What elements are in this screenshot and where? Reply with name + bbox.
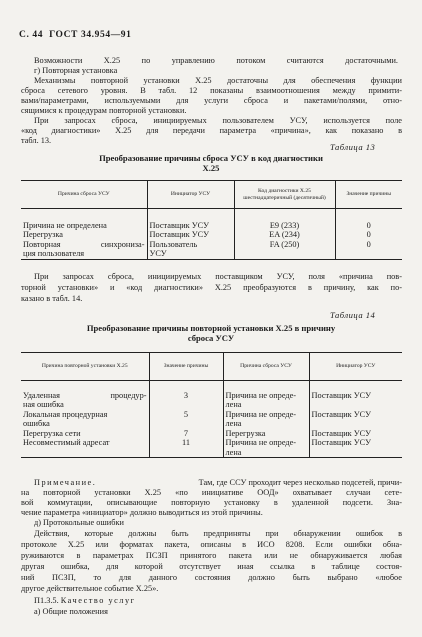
- table-cell: Причина не определена: [23, 220, 107, 230]
- table-row: [21, 391, 402, 410]
- table-title: Преобразование причины сброса УСУ в код диагностики: [99, 153, 323, 163]
- table-cell: FA (250): [234, 240, 335, 250]
- note-label: Примечание.: [34, 478, 97, 487]
- text-line: сящимися к процедурам повторной установки.: [21, 106, 187, 115]
- section-heading: [34, 596, 136, 606]
- column-header: Инициатор УСУ: [309, 353, 402, 381]
- table-cell: Поставщик УСУ: [147, 221, 234, 231]
- table-cell: Поставщик УСУ: [309, 391, 402, 410]
- table-cell: ция пользователя: [21, 249, 147, 259]
- table-cell: EA (234): [234, 230, 335, 240]
- table-caption: Таблица 13: [330, 142, 376, 152]
- table-cell: [234, 249, 335, 259]
- table-cell: Пользователь: [147, 240, 234, 250]
- column-header: Значение причины: [335, 181, 402, 209]
- table-cell: Причина не опреде- лена: [223, 391, 309, 410]
- text-line: «код диагностики» X.25 для передачи параметра «причина», как показано в: [21, 126, 402, 135]
- table-cell: Локальная процедурная ошибка: [23, 409, 108, 428]
- table-cell: УСУ: [147, 249, 234, 259]
- table-cell: Перегрузка: [23, 230, 63, 239]
- table-cell: 0: [335, 221, 402, 231]
- text-line: чение параметра «инициатор» должно выводиться из этой причины.: [21, 508, 263, 517]
- text-line: вами/параметрами, используемыми для услуги сброса и пакетами/полями, отно-: [21, 96, 402, 105]
- table-title: X.25: [202, 163, 220, 173]
- table-cell: Причина не опреде- лена: [223, 410, 309, 429]
- table-caption: Таблица 14: [330, 310, 376, 320]
- table-row: [21, 221, 402, 231]
- column-header: Инициатор УСУ: [147, 181, 234, 209]
- table-cell: Поставщик УСУ: [147, 230, 234, 240]
- column-header: Причина сброса УСУ: [21, 181, 147, 209]
- table-cell: Несовместимый адресат: [21, 438, 149, 458]
- table-cell: Поставщик УСУ: [309, 438, 402, 458]
- diagnostic-code-table: [21, 180, 402, 260]
- section-title: Качество услуг: [60, 596, 136, 605]
- section-number: П1.3.5.: [34, 596, 59, 605]
- table-cell: Поставщик УСУ: [309, 410, 402, 429]
- text-line: другое действительное событие X.25».: [21, 584, 159, 593]
- text-line: вой коммутации, описывающие повторную установку в удаленной подсети. Зна-: [21, 498, 402, 507]
- table-cell: Удаленная процедур- ная ошибка: [23, 390, 147, 409]
- text-line: другая ошибка, для которой отсутствует иная ссылка в таблице состоя-: [21, 562, 402, 571]
- table-cell: Перегрузка сети: [23, 428, 81, 438]
- note-text: Там, где ССУ проходит через несколько подсетей, причи-: [198, 478, 402, 487]
- text-line: руживаются в параметрах ПСЗП принятого пакета или не обнаруживается любая: [21, 551, 402, 560]
- table-cell: [335, 249, 402, 259]
- table-cell: Перегрузка: [223, 429, 309, 439]
- text-line: При запросах сброса, инициируемых пользователем УСУ, используется поле: [34, 116, 402, 125]
- page-header: [19, 30, 132, 40]
- table-row: [21, 249, 402, 259]
- table-cell: 3: [149, 391, 223, 410]
- table-cell: 0: [335, 240, 402, 250]
- text-line: торной установки» и «код диагностики» X.25 преобразуются в причину, как по-: [21, 283, 402, 292]
- page-number: С. 44: [19, 30, 44, 40]
- table-row: [21, 429, 402, 439]
- text-line: ний ПСЗП, то для данного состояния должно быть выбрано «любое: [21, 573, 402, 582]
- subsection-heading: а) Общие положения: [34, 607, 108, 616]
- column-header: Код диагностики X.25 шестнадцатеричный (десятичный): [234, 181, 335, 209]
- column-header: Причина сброса УСУ: [223, 353, 309, 381]
- table-cell: Причина не опреде- лена: [223, 438, 309, 458]
- table-cell: Поставщик УСУ: [309, 429, 402, 439]
- table-cell: 11: [149, 438, 223, 458]
- text-line: казано в табл. 14.: [21, 294, 83, 303]
- column-header: Значение причины: [149, 353, 223, 381]
- table-title: сброса УСУ: [187, 333, 235, 343]
- table-row: [21, 438, 402, 458]
- table-cell: 0: [335, 230, 402, 240]
- text-line: протоколе X.25 или форматах пакета, описаны в ИСО 8208. Если ошибки обна-: [21, 540, 402, 549]
- text-line: на повторной установки X.25 «по инициативе ООД» охватывает случаи сете-: [21, 488, 402, 497]
- note-line: [34, 478, 402, 488]
- table-row: [21, 230, 402, 240]
- text-line: сброса сетевого уровня. В табл. 12 показаны взаимоотношения между примити-: [21, 86, 402, 95]
- text-line: Механизмы повторной установки X.25 достаточны для обеспечения функции: [34, 76, 402, 85]
- standard-number: ГОСТ 34.954—91: [49, 30, 132, 40]
- table-title: Преобразование причины повторной установки X.25 в причину: [86, 323, 336, 333]
- text-line: табл. 13.: [21, 136, 52, 145]
- table-cell: 7: [149, 429, 223, 439]
- column-header: Причина повторной установки X.25: [21, 353, 149, 381]
- subsection-heading: г) Повторная установка: [34, 66, 118, 75]
- reset-cause-table: [21, 352, 402, 458]
- text-line: Возможности X.25 по управлению потоком считаются достаточными.: [34, 56, 398, 65]
- table-cell: Повторная синхрониза-: [23, 239, 145, 249]
- table-row: [21, 410, 402, 429]
- table-cell: E9 (233): [234, 221, 335, 231]
- subsection-heading: д) Протокольные ошибки: [34, 518, 124, 527]
- table-cell: 5: [149, 410, 223, 429]
- table-row: [21, 240, 402, 250]
- text-line: При запросах сброса, инициируемых поставщиком УСУ, поля «причина пов-: [34, 272, 402, 281]
- text-line: Действия, которые должны быть предприняты при обнаружении ошибок в: [34, 529, 402, 538]
